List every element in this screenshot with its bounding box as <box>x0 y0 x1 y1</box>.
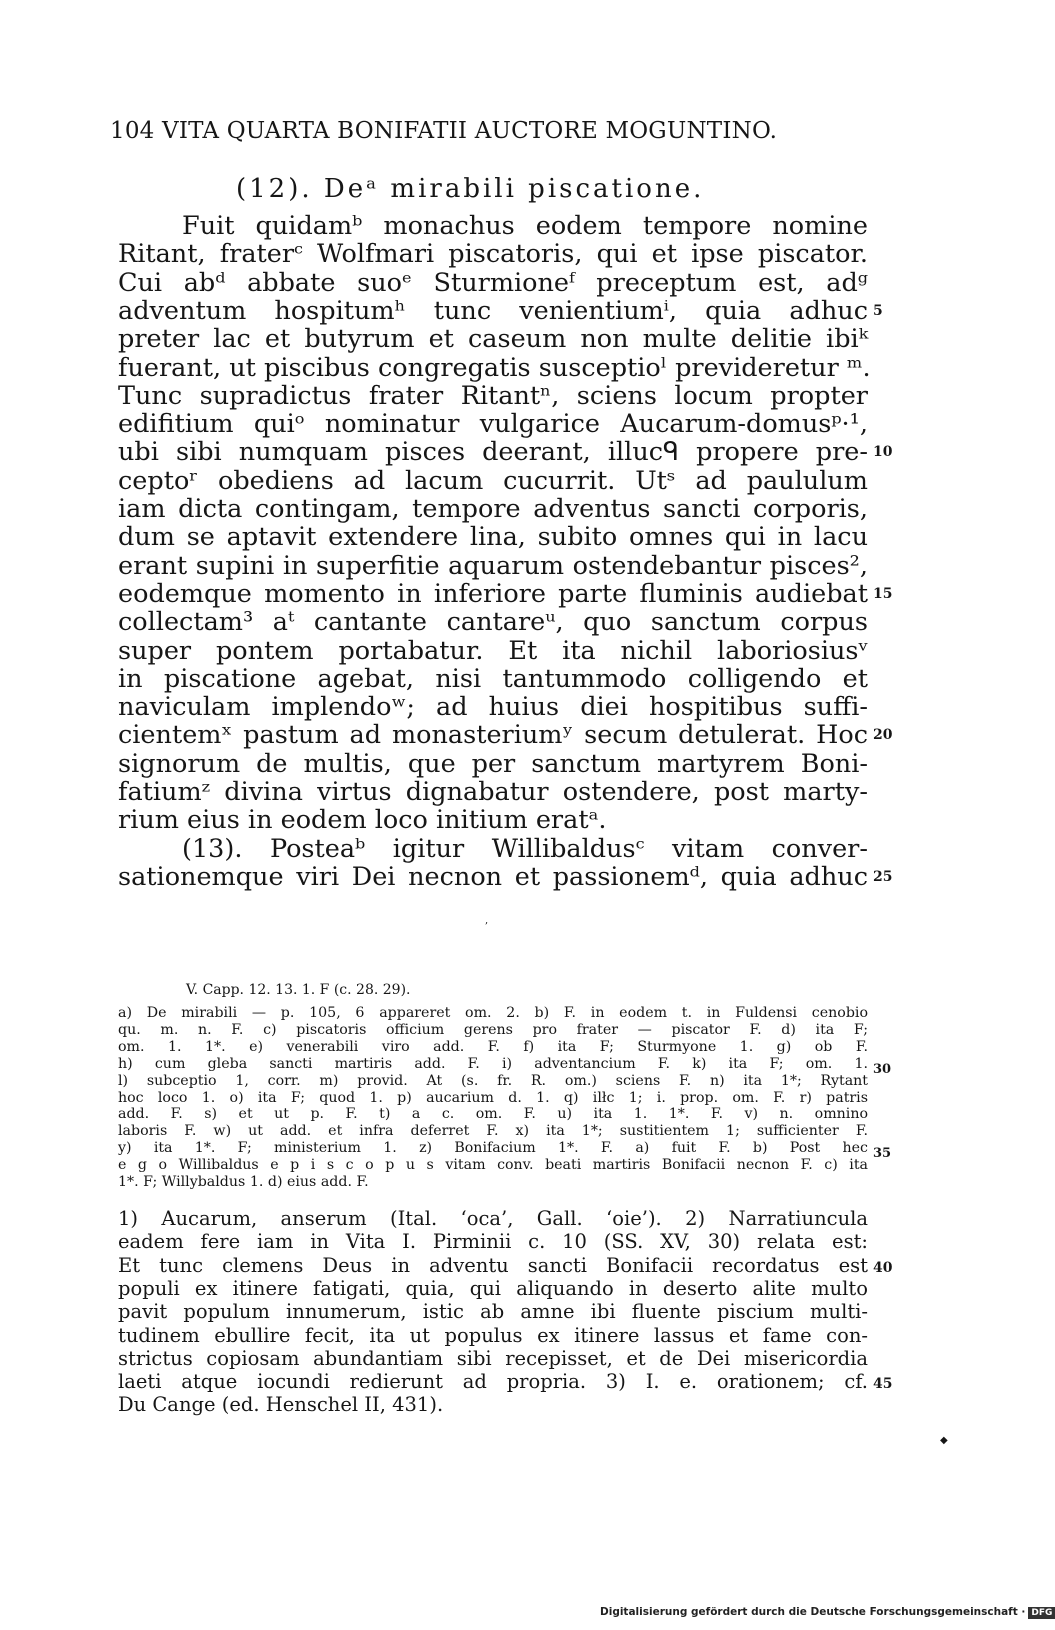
main-text-line: super pontem portabatur. Et ita nichil laboriosiusᵛ <box>118 635 868 666</box>
main-text-line: collectam³ aᵗ cantante cantareᵘ, quo sanctum corpus <box>118 607 868 638</box>
main-text-line: fatiumᶻ divina virtus dignabatur ostendere, post marty- <box>118 777 868 807</box>
main-text-line: Cui abᵈ abbate suoᵉ Sturmioneᶠ preceptum est, adᵍ <box>118 267 868 298</box>
main-text-line-number: 25 <box>873 868 893 885</box>
apparatus-line: om. 1. 1*. e) venerabili viro add. F. f) ita F; Sturmyone 1. g) ob F. <box>118 1038 868 1055</box>
stray-mark: , <box>485 915 489 926</box>
main-text-line: dum se aptavit extendere lina, subito omnes qui in lacu <box>118 522 868 553</box>
running-header: 104 VITA QUARTA BONIFATII AUCTORE MOGUNTINO. <box>110 118 778 144</box>
footnote-line: pavit populum innumerum, istic ab amne ibi fluente piscium multi- <box>118 1300 868 1324</box>
digitization-footer <box>600 1606 1055 1619</box>
dfg-logo: DFG <box>1028 1607 1055 1619</box>
main-text-line: rium eius in eodem loco initium eratᵃ. <box>118 805 607 836</box>
main-text-line: Tunc supradictus frater Ritantⁿ, sciens locum propter <box>118 380 868 411</box>
main-text-line-number: 10 <box>873 444 893 461</box>
main-text-line: Ritant, fraterᶜ Wolfmari piscatoris, qui et ipse piscator. <box>118 239 868 270</box>
main-text-line: adventum hospitumʰ tunc venientiumⁱ, quia adhuc <box>118 295 868 326</box>
footnote-line: strictus copiosam abundantiam sibi recepisset, et de Dei misericordia <box>118 1346 868 1370</box>
main-text-line: signorum de multis, que per sanctum martyrem Boni- <box>118 748 868 779</box>
footnote-line-number: 45 <box>873 1376 893 1393</box>
apparatus-line: e g o Willibaldus e p i s c o p u s vitam conv. beati martiris Bonifacii necnon F. c) ita <box>118 1157 868 1174</box>
footer-text: Digitalisierung gefördert durch die Deutsche Forschungsgemeinschaft · <box>600 1606 1026 1618</box>
apparatus-line: a) De mirabili — p. 105, 6 appareret om. 2. b) F. in eodem t. in Fuldensi cenobio <box>118 1005 868 1021</box>
apparatus-line: y) ita 1*. F; ministerium 1. z) Bonifacium 1*. F. a) fuit F. b) Post hec <box>118 1140 868 1157</box>
main-text-line: edifitium quiᵒ nominatur vulgarice Aucarum-domusᵖ·¹, <box>118 409 868 440</box>
footnote-line: Et tunc clemens Deus in adventu sancti Bonifacii recordatus est <box>118 1253 868 1277</box>
main-text-line: (13). Posteaᵇ igitur Willibaldusᶜ vitam conver- <box>182 833 868 864</box>
main-text-line: cientemˣ pastum ad monasteriumʸ secum detulerat. Hoc <box>118 720 868 751</box>
main-text-line-number: 5 <box>873 302 883 319</box>
footnote-line-number: 40 <box>873 1259 893 1276</box>
apparatus-line: 1*. F; Willybaldus 1. d) eius add. F. <box>118 1174 369 1190</box>
main-text-line: sationemque viri Dei necnon et passionemᵈ, quia adhuc <box>118 861 868 892</box>
main-text-line: in piscatione agebat, nisi tantummodo colligendo et <box>118 663 868 694</box>
apparatus-line: h) cum gleba sancti martiris add. F. i) adventancium F. k) ita F; om. 1. <box>118 1055 868 1072</box>
main-text-line: erant supini in superfitie aquarum ostendebantur pisces², <box>118 550 868 581</box>
apparatus-line-number: 30 <box>873 1061 892 1077</box>
footnote-line: 1) Aucarum, anserum (Ital. ‘oca’, Gall. ‘oie’). 2) Narratiuncula <box>118 1207 868 1230</box>
chapter-title: (12). Deᵃ mirabili piscatione. <box>236 174 705 204</box>
sigla-line: V. Capp. 12. 13. 1. F (c. 28. 29). <box>186 982 411 998</box>
main-text-line: fuerant, ut piscibus congregatis susceptioˡ previderetur ᵐ. <box>118 352 871 383</box>
apparatus-line: add. F. s) et ut p. F. t) a c. om. F. u) ita 1. 1*. F. v) n. omnino <box>118 1106 868 1123</box>
main-text-line: preter lac et butyrum et caseum non multe delitie ibiᵏ <box>118 324 868 355</box>
main-text-line: Fuit quidamᵇ monachus eodem tempore nomine <box>182 211 868 241</box>
footnote-line: populi ex itinere fatigati, quia, qui aliquando in deserto alite multo <box>118 1276 868 1300</box>
main-text-line-number: 15 <box>873 585 893 602</box>
main-text-line: eodemque momento in inferiore parte fluminis audiebat <box>118 578 868 609</box>
footnote-line: laeti atque iocundi redierunt ad propria. 3) I. e. orationem; cf. <box>118 1370 868 1394</box>
main-text-line: ceptoʳ obediens ad lacum cucurrit. Utˢ ad paululum <box>118 465 868 496</box>
apparatus-line: hoc loco 1. o) ita F; quod 1. p) aucarium d. 1. q) ilłc 1; i. prop. om. F. r) patris <box>118 1089 868 1106</box>
apparatus-line: l) subceptio 1, corr. m) provid. At (s. fr. R. om.) sciens F. n) ita 1*; Rytant <box>118 1072 868 1089</box>
main-text-line: iam dicta contingam, tempore adventus sancti corporis, <box>118 494 868 524</box>
stray-mark: ◆ <box>940 1435 948 1446</box>
main-text-line-number: 20 <box>873 727 893 744</box>
main-text-line: naviculam implendoʷ; ad huius diei hospitibus suffi- <box>118 692 868 723</box>
main-text-line: ubi sibi numquam pisces deerant, illucᑫ propere pre- <box>118 437 868 468</box>
apparatus-line-number: 35 <box>873 1146 892 1162</box>
footnote-line: Du Cange (ed. Henschel II, 431). <box>118 1393 444 1417</box>
apparatus-line: laboris F. w) ut add. et infra deferret F. x) ita 1*; sustitientem 1; sufficienter F. <box>118 1123 868 1140</box>
footnote-line: tudinem ebullire fecit, ita ut populus ex itinere lassus et fame con- <box>118 1323 868 1347</box>
footnote-line: eadem fere iam in Vita I. Pirminii c. 10 (SS. XV, 30) relata est: <box>118 1230 868 1254</box>
apparatus-line: qu. m. n. F. c) piscatoris officium gerens pro frater — piscator F. d) ita F; <box>118 1021 868 1038</box>
